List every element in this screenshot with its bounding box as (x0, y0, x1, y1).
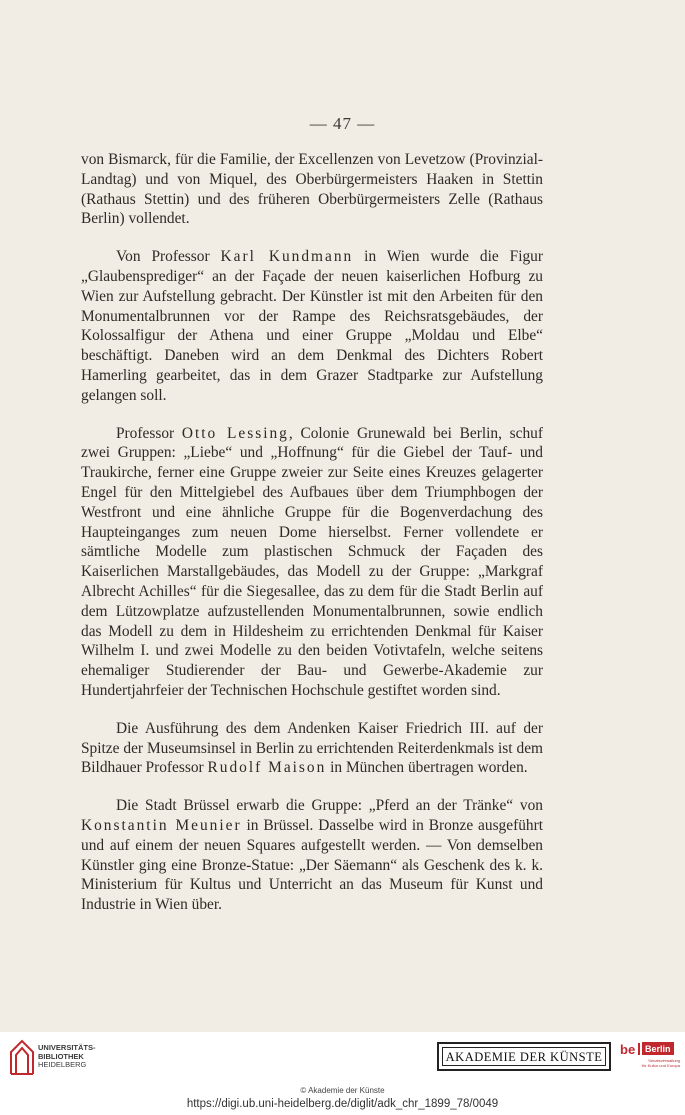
text-run: in Wien wurde die Figur „Glaubensprediger“ an der Façade der neuen kaiserlichen Hofburg zu Wien zur Aufstellung gebracht. Der Künstler ist mit den Arbeiten für den Monumentalbrunnen vor der Rampe des Reichsratsgebäudes, der Kolossalfigur der Athena und einer Gruppe „Moldau und Elbe“ beschäftigt. Daneben wird an dem Denkmal des Dichters Robert Hamerling gearbeitet, das in dem Grazer Stadtparke zur Aufstellung gelangen soll. (81, 248, 543, 404)
text-run: Professor (116, 424, 182, 442)
text-run: Die Ausführung des dem Andenken Kaiser Friedrich III. auf der Spitze der Museumsinsel in Berlin zu errichtenden Reiterdenkmals ist dem Bildhauer Professor (81, 719, 543, 777)
spaced-name: Karl Kundmann (220, 248, 354, 266)
svg-text:be: be (620, 1042, 636, 1057)
be-berlin-logo-icon (620, 1040, 676, 1074)
permalink-url[interactable]: https://digi.ub.uni-heidelberg.de/diglit/adk_chr_1899_78/0049 (186, 1098, 499, 1110)
academy-logo (437, 1042, 611, 1071)
text-run: Von Professor (116, 248, 221, 266)
page-number: — 47 — (309, 114, 376, 133)
copyright-notice: © Akademie der Künste (300, 1086, 385, 1095)
text-run: Die Stadt Brüssel erwarb die Gruppe: „Pferd an der Tränke“ von (116, 797, 543, 815)
text-run: von Bismarck, für die Familie, der Excellenzen von Levetzow (Provinzial-Landtag) und von Miquel, des Oberbürgermeisters Haaken in Stettin (Rathaus Stettin) und des früheren Oberbürgermeisters Zelle (Rathaus Berlin) vollendet. (81, 151, 543, 228)
text-run: , Colonie Grunewald bei Berlin, schuf zwei Gruppen: „Liebe“ und „Hoffnung“ für die Giebel der Tauf- und Traukirche, ferner eine Gruppe zweier zur Seite eines Kreuzes gelagerter Engel für den Mittelgiebel des Aufbaues über dem Triumphbogen der Westfront und eine ähnliche Gruppe für die Bogenverdachung des Haupteinganges zum neuen Dome hierselbst. Ferner vollendete er sämtliche Modelle zum plastischen Schmuck der Façaden des Kaiserlichen Marstallgebäudes, das Modell zu der Gruppe: „Markgraf Albrecht Achilles“ für die Siegesallee, das zu dem für die Stadt Berlin auf dem Lützowplatze aufzustellenden Monumentalbrunnen, sowie endlich das Modell zu dem in Hildesheim zu errichtenden Denkmal für Kaiser Wilhelm I. und zwei Modelle zu den beiden Votivtafeln, welche seitens ehemaliger Studierender der Bau- und Gewerbe-Akademie zur Hundertjahrfeier der Technischen Hochschule gestiftet worden sind. (81, 424, 544, 699)
paragraph (81, 424, 543, 701)
paragraph (81, 719, 543, 778)
library-line-3: HEIDELBERG (38, 1060, 87, 1069)
paragraph (81, 247, 543, 405)
academy-name: AKADEMIE DER KÜNSTE (442, 1047, 606, 1066)
library-line-1: UNIVERSITÄTS- (38, 1043, 96, 1052)
svg-text:Berlin: Berlin (645, 1044, 671, 1054)
university-library-logo-icon (8, 1038, 36, 1076)
spaced-name: Otto Lessing (181, 424, 289, 442)
paragraph (81, 150, 543, 229)
berlin-sub-line-2: für Kultur und Europa (641, 1062, 680, 1068)
text-run: in München übertragen worden. (326, 759, 528, 777)
library-line-2: BIBLIOTHEK (38, 1051, 84, 1061)
university-library-name (38, 1044, 96, 1070)
spaced-name: Rudolf Maison (207, 759, 327, 777)
spaced-name: Konstantin Meunier (81, 816, 242, 834)
paragraph (81, 796, 543, 915)
body-text (81, 150, 543, 933)
text-run: in Brüssel. Dasselbe wird in Bronze ausgeführt und auf einem der neuen Squares aufgestellt werden. — Von demselben Künstler ging eine Bronze-Statue: „Der Säemann“ als Geschenk des k. k. Ministerium für Kultus und Unterricht an das Museum für Kunst und Industrie in Wien über. (81, 816, 544, 914)
senate-department-label (640, 1059, 680, 1068)
berlin-sub-line-1: Senatsverwaltung (648, 1058, 680, 1063)
